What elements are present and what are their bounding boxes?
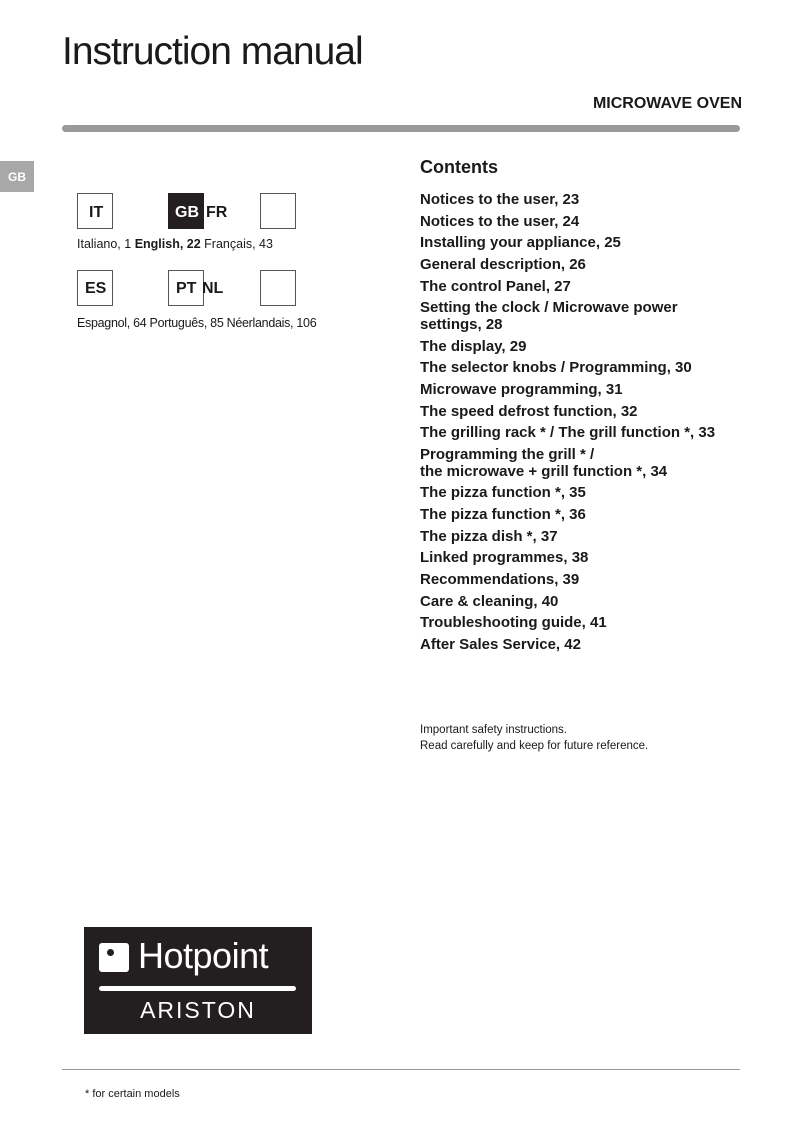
toc-item[interactable]: Programming the grill * / the microwave + grill function *, 34 bbox=[420, 446, 668, 480]
toc-item[interactable]: Notices to the user, 24 bbox=[420, 212, 580, 230]
lang-box-empty bbox=[260, 193, 296, 229]
toc-item[interactable]: Recommendations, 39 bbox=[420, 571, 580, 588]
lang-code-es: ES bbox=[85, 280, 107, 297]
toc-item[interactable]: The display, 29 bbox=[420, 337, 527, 355]
lang-code-nl: NL bbox=[202, 280, 224, 297]
lang-it-text: Italiano, 1 bbox=[77, 237, 135, 251]
toc-item[interactable]: General description, 26 bbox=[420, 256, 586, 274]
toc-item[interactable]: The pizza function *, 35 bbox=[420, 484, 586, 502]
toc-item[interactable]: Care & cleaning, 40 bbox=[420, 592, 559, 610]
safety-line-2: Read carefully and keep for future reference. bbox=[420, 740, 649, 752]
toc-item[interactable]: The grilling rack * / The grill function *, 33 bbox=[420, 424, 716, 442]
lang-code-it: IT bbox=[89, 204, 104, 221]
lang-code-gb: GB bbox=[175, 204, 199, 221]
safety-note bbox=[420, 722, 648, 754]
toc-item[interactable]: The pizza function *, 36 bbox=[420, 505, 586, 523]
product-type: MICROWAVE OVEN bbox=[592, 95, 742, 112]
hotpoint-ariston-logo bbox=[84, 927, 312, 1034]
toc-item[interactable]: Linked programmes, 38 bbox=[420, 549, 589, 567]
toc-item[interactable]: Troubleshooting guide, 41 bbox=[420, 614, 607, 632]
toc-item[interactable]: The control Panel, 27 bbox=[420, 277, 571, 295]
toc-item[interactable]: The selector knobs / Programming, 30 bbox=[420, 359, 692, 377]
lang-code-fr: FR bbox=[206, 204, 228, 221]
toc-item[interactable]: Microwave programming, 31 bbox=[420, 381, 623, 398]
header-rule bbox=[62, 125, 740, 132]
lang-fr-text: Français, 43 bbox=[200, 237, 273, 251]
logo-brand: Hotpoint bbox=[138, 935, 269, 976]
language-side-tab: GB bbox=[0, 161, 34, 192]
toc-item[interactable]: Notices to the user, 23 bbox=[420, 191, 580, 208]
footnote: * for certain models bbox=[85, 1088, 180, 1100]
logo-sub: ARISTON bbox=[140, 997, 256, 1023]
toc-item[interactable]: Setting the clock / Microwave power settings, 28 bbox=[420, 299, 678, 333]
toc-item[interactable]: Installing your appliance, 25 bbox=[420, 234, 621, 252]
logo-square-icon bbox=[99, 943, 129, 972]
lang-line-1 bbox=[77, 237, 273, 251]
lang-box-empty-2 bbox=[260, 270, 296, 306]
toc-item[interactable]: The pizza dish *, 37 bbox=[420, 527, 558, 545]
page-title: Instruction manual bbox=[62, 30, 363, 73]
contents-heading: Contents bbox=[420, 157, 498, 177]
toc-item[interactable]: After Sales Service, 42 bbox=[420, 636, 581, 654]
toc-item[interactable]: The speed defrost function, 32 bbox=[420, 402, 638, 420]
lang-code-pt: PT bbox=[176, 280, 197, 297]
lang-en-text: English, 22 bbox=[134, 237, 201, 251]
logo-bar bbox=[99, 986, 296, 991]
table-of-contents bbox=[420, 192, 750, 659]
footer-rule bbox=[62, 1069, 740, 1070]
safety-line-1: Important safety instructions. bbox=[420, 724, 568, 736]
lang-line-2: Espagnol, 64 Português, 85 Néerlandais, 106 bbox=[77, 316, 317, 330]
